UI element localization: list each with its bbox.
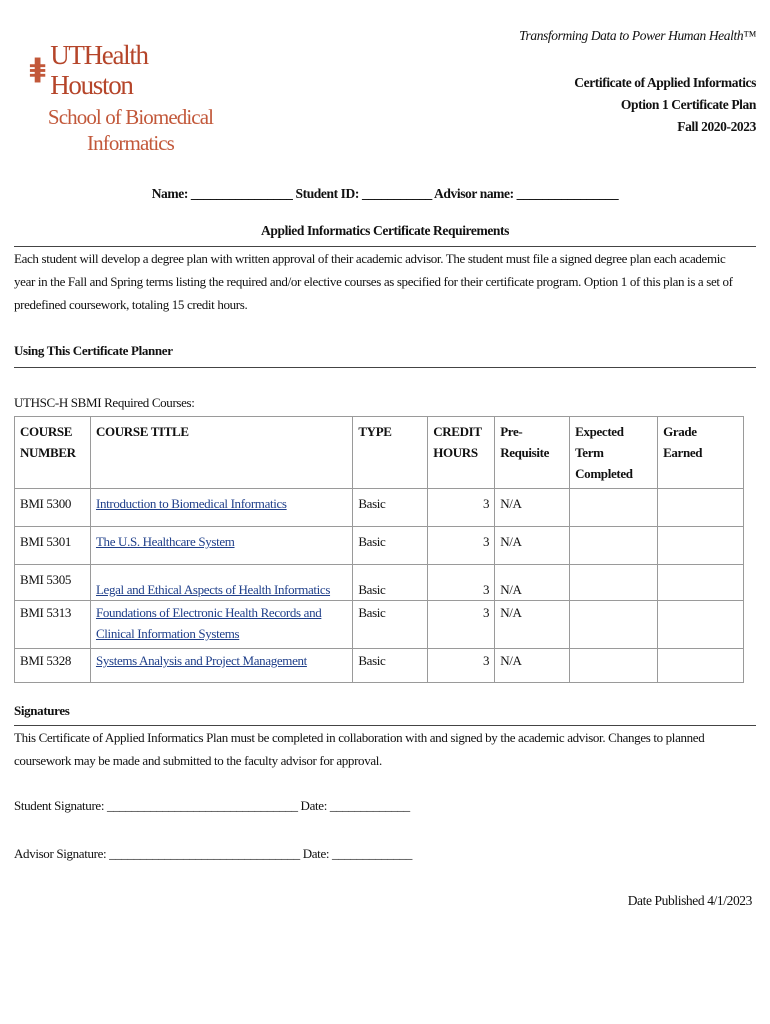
col-header-expected-term: Expected Term Completed <box>570 417 658 489</box>
courses-table <box>14 416 744 683</box>
logo-name: UTHealth Houston <box>50 40 148 100</box>
course-type: Basic <box>353 565 428 601</box>
col-header-grade-earned: Grade Earned <box>658 417 744 489</box>
requirements-paragraph: Each student will develop a degree plan with written approval of their academic advisor. The student must file a signed degree plan each academic year in the Fall and Spring terms listing the required and/or elective courses as specified for their certificate program. Option 1 of this plan is a set of predefined coursework, totaling 15 credit hours. <box>14 251 733 312</box>
col-header-prerequisite: Pre-Requisite <box>495 417 570 489</box>
expected-term-cell[interactable] <box>570 489 658 527</box>
course-number: BMI 5300 <box>15 489 91 527</box>
table-header-row <box>15 417 744 489</box>
course-title-link[interactable]: Introduction to Biomedical Informatics <box>95 496 287 511</box>
logo-school-line1: School of Biomedical <box>47 105 214 129</box>
grade-cell[interactable] <box>658 489 744 527</box>
table-row <box>15 649 744 683</box>
course-type: Basic <box>353 527 428 565</box>
expected-term-cell[interactable] <box>570 601 658 649</box>
course-title-link[interactable]: Systems Analysis and Project Management <box>95 653 307 668</box>
grade-cell[interactable] <box>658 601 744 649</box>
course-credits: 3 <box>428 527 495 565</box>
uthealth-cross-icon <box>28 55 47 85</box>
certificate-title: Certificate of Applied Informatics <box>574 75 756 90</box>
course-credits: 3 <box>428 649 495 683</box>
col-header-type: TYPE <box>353 417 428 489</box>
course-credits: 3 <box>428 565 495 601</box>
grade-cell[interactable] <box>658 565 744 601</box>
course-title-link[interactable]: The U.S. Healthcare System <box>95 534 235 549</box>
course-title-link[interactable]: Legal and Ethical Aspects of Health Informatics <box>95 582 331 597</box>
expected-term-cell[interactable] <box>570 649 658 683</box>
col-header-credit-hours: CREDIT HOURS <box>428 417 495 489</box>
grade-cell[interactable] <box>658 527 744 565</box>
certificate-term: Fall 2020-2023 <box>677 119 756 134</box>
planner-heading: Using This Certificate Planner <box>14 343 173 358</box>
student-info-line[interactable]: Name: ________________ Student ID: ___________ Advisor name: ________________ <box>151 186 619 201</box>
requirements-title: Applied Informatics Certificate Requirements <box>261 223 509 238</box>
col-header-course-title: COURSE TITLE <box>90 417 352 489</box>
course-prereq: N/A <box>495 527 570 565</box>
course-prereq: N/A <box>495 649 570 683</box>
table-row <box>15 527 744 565</box>
expected-term-cell[interactable] <box>570 527 658 565</box>
course-type: Basic <box>353 649 428 683</box>
course-credits: 3 <box>428 489 495 527</box>
table-row <box>15 489 744 527</box>
course-number: BMI 5301 <box>15 527 91 565</box>
course-number: BMI 5328 <box>15 649 91 683</box>
grade-cell[interactable] <box>658 649 744 683</box>
course-credits: 3 <box>428 601 495 649</box>
logo-school-line2: Informatics <box>87 131 174 155</box>
divider <box>14 367 756 368</box>
table-row <box>15 565 744 601</box>
expected-term-cell[interactable] <box>570 565 658 601</box>
signatures-heading: Signatures <box>14 703 70 718</box>
tagline: Transforming Data to Power Human Health™ <box>519 28 756 43</box>
uthealth-logo <box>28 40 228 155</box>
course-title-link[interactable]: Foundations of Electronic Health Records and Clinical Information Systems <box>95 605 322 641</box>
table-caption: UTHSC-H SBMI Required Courses: <box>14 395 195 410</box>
student-signature-line[interactable]: Student Signature: _______________________________ Date: _____________ <box>14 798 410 813</box>
course-type: Basic <box>353 489 428 527</box>
signatures-paragraph: This Certificate of Applied Informatics Plan must be completed in collaboration with and signed by the academic advisor. Changes to planned coursework may be made and submitted to the faculty advisor for approval. <box>14 730 705 768</box>
advisor-signature-line[interactable]: Advisor Signature: _______________________________ Date: _____________ <box>14 846 412 861</box>
course-prereq: N/A <box>495 601 570 649</box>
course-prereq: N/A <box>495 565 570 601</box>
date-published: Date Published 4/1/2023 <box>627 893 752 908</box>
col-header-course-number: COURSE NUMBER <box>15 417 91 489</box>
course-number: BMI 5313 <box>15 601 91 649</box>
certificate-option: Option 1 Certificate Plan <box>620 97 756 112</box>
course-prereq: N/A <box>495 489 570 527</box>
course-number: BMI 5305 <box>15 565 91 601</box>
course-type: Basic <box>353 601 428 649</box>
table-row <box>15 601 744 649</box>
certificate-header <box>574 72 756 138</box>
